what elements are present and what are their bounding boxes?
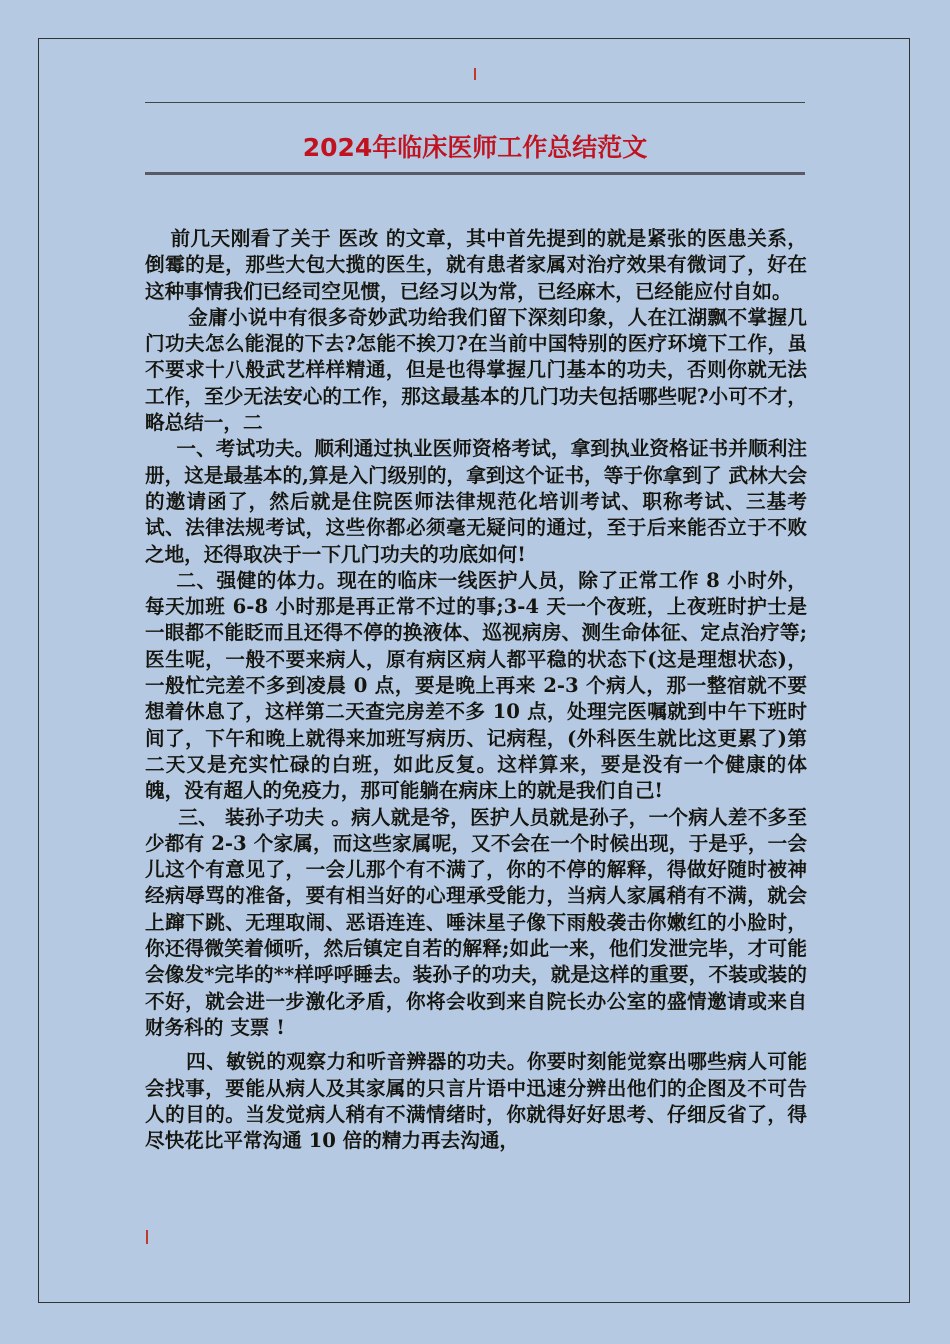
paragraph-physical-strength: 二、强健的体力。现在的临床一线医护人员，除了正常工作 8 小时外，每天加班 6-8 小时那是再正常不过的事;3-4 天一个夜班，上夜班时护士是一眼都不能眨而且还得不停的换液体、巡视病房、测生命体征、定点治疗等;医生呢，一般不要来病人，原有病区病人都平稳的状态下(这是理想状态)，一般忙完差不多到凌晨 0 点，要是晚上再来 2-3 个病人，那一整宿就不要想着休息了，这样第二天查完房差不多 10 点，处理完医嘱就到中午下班时间了，下午和晚上就得来加班写病历、记病程，(外科医生就比这更累了)第二天又是充实忙碌的白班，如此反复。这样算来，要是没有一个健康的体魄，没有超人的免疫力，那可能躺在病床上的就是我们自己! — [145, 568, 807, 803]
paragraph-intro: 前几天刚看了关于 医改 的文章，其中首先提到的就是紧张的医患关系，倒霉的是，那些大包大揽的医生，就有患者家属对治疗效果有微词了，好在这种事情我们已经司空见惯，已经习以为常，已经麻木，已经能应付自如。 — [145, 227, 807, 303]
paragraph-exam-skill: 一、考试功夫。顺利通过执业医师资格考试，拿到执业资格证书并顺利注册，这是最基本的,算是入门级别的，拿到这个证书，等于你拿到了 武林大会 的邀请函了，然后就是住院医师法律规范化培训考试、职称考试、三基考试、法律法规考试，这些你都必须毫无疑问的通过，至于后来能否立于不败之地，还得取决于一下几门功夫的功底如何! — [145, 437, 807, 566]
header-rule — [145, 102, 805, 103]
paragraph-patience-skill: 三、 装孙子功夫 。病人就是爷，医护人员就是孙子，一个病人差不多至少都有 2-3 个家属，而这些家属呢，又不会在一个时候出现，于是乎，一会儿这个有意见了，一会儿那个有不满了，你的不停的解释，得做好随时被神经病辱骂的准备，要有相当好的心理承受能力，当病人家属稍有不满，就会上蹿下跳、无理取闹、恶语连连、唾沫星子像下雨般袭击你嫩红的小脸时，你还得微笑着倾听，然后镇定自若的解释;如此一来，他们发泄完毕，才可能会像发*完毕的**样呼呼睡去。装孙子的功夫，就是这样的重要，不装或装的不好，就会进一步激化矛盾，你将会收到来自院长办公室的盛情邀请或来自财务科的 支票 ! — [145, 805, 807, 1039]
title-underline — [145, 172, 805, 175]
document-body — [145, 226, 807, 1154]
paragraph-observation-skill: 四、敏锐的观察力和听音辨器的功夫。你要时刻能觉察出哪些病人可能会找事，要能从病人及其家属的只言片语中迅速分辨出他们的企图及不可告人的目的。当发觉病人稍有不满情绪时，你就得好好思考、仔细反省了，得尽快花比平常沟通 10 倍的精力再去沟通， — [145, 1050, 807, 1153]
document-title: 2024年临床医师工作总结范文 — [302, 133, 648, 162]
header-marker — [474, 68, 476, 80]
paragraph-kungfu: 金庸小说中有很多奇妙武功给我们留下深刻印象，人在江湖飘不掌握几门功夫怎么能混的下去?怎能不挨刀?在当前中国特别的医疗环境下工作，虽不要求十八般武艺样样精通，但是也得掌握几门基本的功夫，否则你就无法工作，至少无法安心的工作，那这最基本的几门功夫包括哪些呢?小可不才，略总结一，二 — [145, 305, 807, 435]
footer-marker — [146, 1230, 148, 1244]
